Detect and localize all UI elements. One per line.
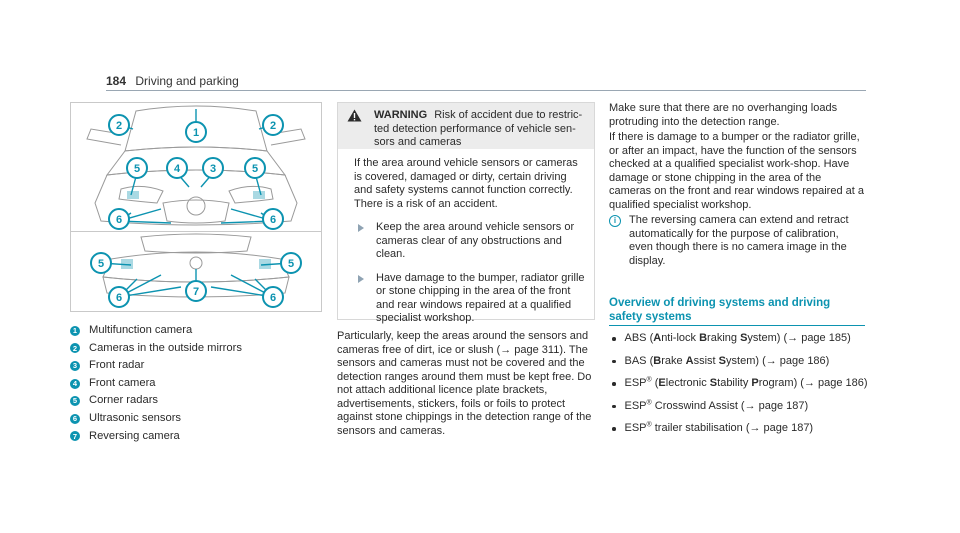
page-header [106, 74, 239, 88]
warning-box [337, 102, 595, 324]
paragraph-overhanging-loads: Make sure that there are no overhanging loads protruding into the detection range. [609, 102, 838, 128]
car-illustration [71, 103, 321, 311]
marker-5-right-front [245, 158, 265, 178]
bullet-dot-icon [612, 427, 616, 431]
svg-text:5: 5 [133, 163, 141, 175]
svg-text:5: 5 [251, 163, 259, 175]
legend-item: 3 Front radar [70, 357, 320, 375]
figure-legend [70, 322, 320, 445]
warning-bullet: Keep the area around vehicle sensors or cameras clear of any obstructions and clean. [354, 221, 586, 262]
svg-text:2: 2 [269, 120, 277, 132]
list-item: ESP® trailer stabilisation (→ page 187) [612, 422, 868, 436]
list-item: BAS (Brake Assist System) (→ page 186) [612, 355, 868, 369]
marker-6-right-rear [263, 287, 283, 307]
svg-text:6: 6 [269, 292, 277, 304]
header-title: Driving and parking [135, 74, 239, 88]
legend-item: 7 Reversing camera [70, 428, 320, 446]
svg-text:7: 7 [192, 286, 200, 298]
svg-text:4: 4 [173, 163, 181, 175]
marker-2-left [109, 115, 129, 135]
marker-2-right [263, 115, 283, 135]
marker-1 [186, 122, 206, 142]
section-rule [609, 325, 865, 326]
legend-item: 6 Ultrasonic sensors [70, 410, 320, 428]
marker-5-right-rear [281, 253, 301, 273]
marker-5-left-front [127, 158, 147, 178]
marker-6-right-front [263, 209, 283, 229]
marker-5-left-rear [91, 253, 111, 273]
arrow-bullet-icon [358, 224, 364, 232]
svg-text:6: 6 [269, 214, 277, 226]
sensor-care-paragraph: Particularly, keep the areas around the sensors and cameras free of dirt, ice or slush (→ page 311). The sensors and cameras must not be covered and the detection ranges around them must be kept free. Do not attach additional licence plate brackets, advertisements, stickers, foils or foils to protect against stone chippings in the detection range of the sensors and cameras. [337, 330, 592, 437]
list-item: ESP® Crosswind Assist (→ page 187) [612, 400, 868, 414]
list-item: ESP® (Electronic Stability Program) (→ page 186) [612, 377, 868, 391]
note [609, 214, 865, 268]
warning-headline: Risk of accident due to restric-ted detection performance of vehicle sen-sors and cameras [374, 109, 583, 148]
svg-text:1: 1 [192, 127, 200, 139]
warning-body [338, 149, 594, 326]
page-number: 184 [106, 74, 127, 88]
marker-6-left-front [109, 209, 129, 229]
warning-bullet: Have damage to the bumper, radiator grille or stone chipping in the area of the front and rear windows repaired at a qualified specialist workshop. [354, 272, 586, 326]
legend-item: 5 Corner radars [70, 392, 320, 410]
driving-systems-list [612, 332, 868, 445]
svg-text:3: 3 [209, 163, 217, 175]
warning-text: If the area around vehicle sensors or cameras is covered, damaged or dirty, certain driving and safety systems cannot function correctly. There is a risk of an accident. [354, 157, 578, 210]
marker-6-left-rear [109, 287, 129, 307]
warning-header [338, 103, 594, 149]
bullet-dot-icon [612, 360, 616, 364]
list-item: ABS (Anti-lock Braking System) (→ page 185) [612, 332, 868, 346]
svg-text:5: 5 [287, 258, 295, 270]
car-sensor-figure [70, 102, 322, 312]
info-icon: i [609, 215, 621, 227]
marker-3 [203, 158, 223, 178]
legend-item: 2 Cameras in the outside mirrors [70, 340, 320, 358]
header-rule [106, 90, 866, 91]
warning-label: WARNING [374, 109, 428, 121]
marker-7 [186, 281, 206, 301]
paragraph-damage-check: If there is damage to a bumper or the radiator grille, or after an impact, have the function of the sensors checked at a qualified specialist work-shop. Have damage or stone chipping in the area of the cameras on the front and rear windows repaired at a qualified specialist workshop. [609, 131, 864, 211]
legend-item: 1 Multifunction camera [70, 322, 320, 340]
warning-triangle-icon [347, 109, 362, 122]
bullet-dot-icon [612, 337, 616, 341]
svg-text:6: 6 [115, 292, 123, 304]
svg-text:2: 2 [115, 120, 123, 132]
bullet-dot-icon [612, 405, 616, 409]
column-three-text [609, 102, 865, 268]
bullet-dot-icon [612, 382, 616, 386]
svg-text:5: 5 [97, 258, 105, 270]
legend-item: 4 Front camera [70, 375, 320, 393]
marker-4 [167, 158, 187, 178]
svg-text:6: 6 [115, 214, 123, 226]
arrow-bullet-icon [358, 275, 364, 283]
section-title: Overview of driving systems and driving safety systems [609, 297, 831, 323]
note-text: The reversing camera can extend and retract automatically for the purpose of calibration, even though there is no camera image in the display. [629, 214, 849, 267]
